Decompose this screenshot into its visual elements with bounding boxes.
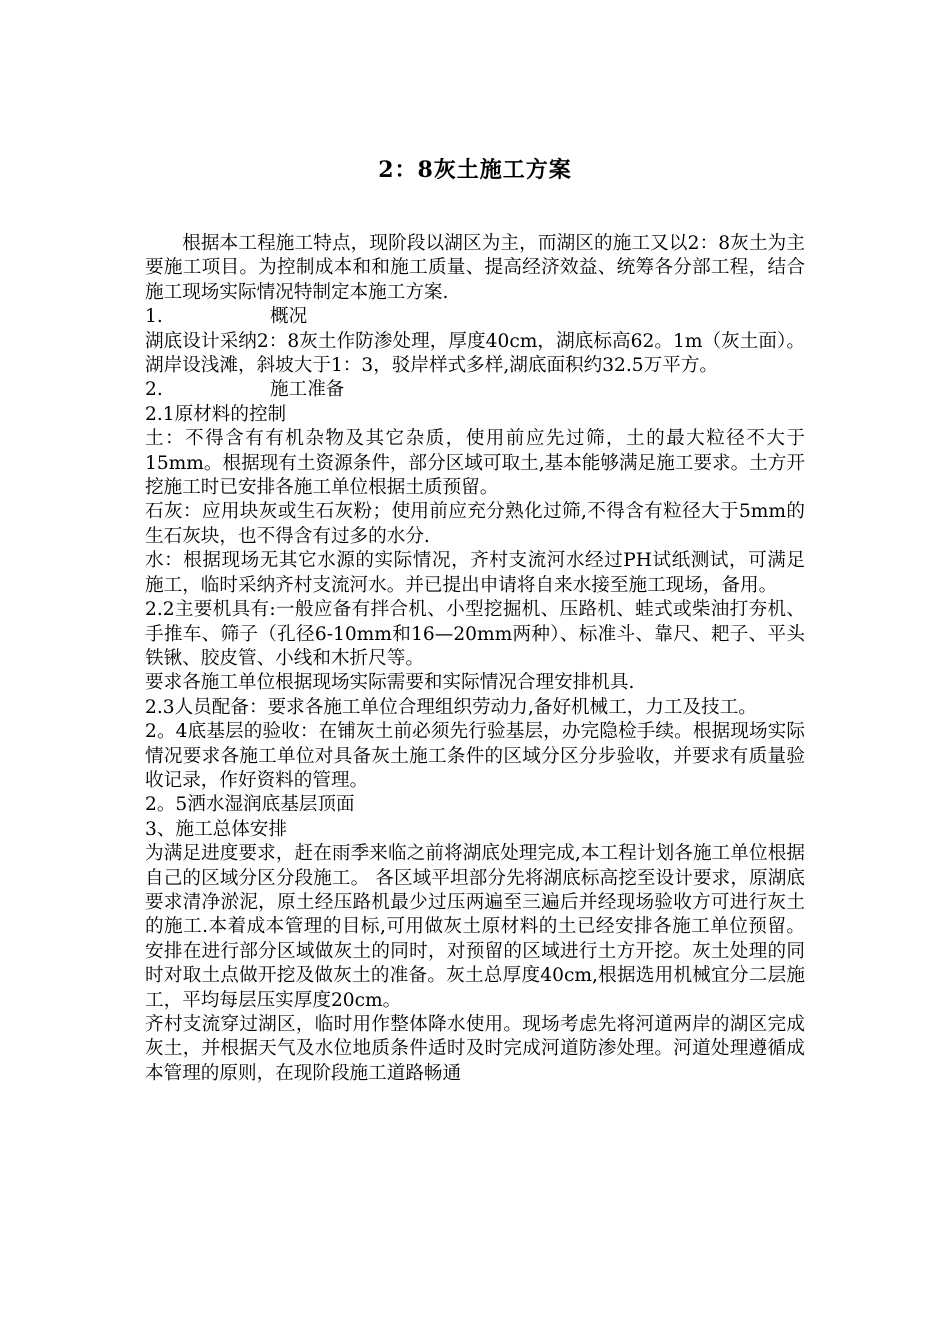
section-1-number: 1. [145,306,163,328]
section-2-number: 2. [145,379,163,401]
soil-paragraph: 土：不得含有有机杂物及其它杂质，使用前应先过筛，土的最大粒径不大于15mm。根据现有土资源条件，部分区域可取土,基本能够满足施工要求。土方开挖施工时已安排各施工单位根据土质预留。 [145,428,805,499]
section-2-4-paragraph: 2。4底基层的验收：在铺灰土前必须先行验基层，办完隐检手续。根据现场实际情况要求各施工单位对具备灰土施工条件的区域分区分步验收，并要求有质量验收记录，作好资料的管理。 [145,721,805,791]
section-2-5-paragraph: 2。5洒水湿润底基层顶面 [145,794,355,816]
section-2-heading [145,378,805,402]
section-2-2-requirement: 要求各施工单位根据现场实际需要和实际情况合理安排机具. [145,672,635,694]
section-2-3-paragraph: 2.3人员配备：要求各施工单位合理组织劳动力,备好机械工，力工及技工。 [145,696,757,718]
lime-paragraph: 石灰：应用块灰或生石灰粉；使用前应充分熟化过筛,不得含有粒径大于5mm的生石灰块，也不得含有过多的水分. [145,501,805,547]
section-2-2-paragraph: 2.2主要机具有:一般应备有拌合机、小型挖掘机、压路机、蛙式或柴油打夯机、手推车、筛子（孔径6-10mm和16—20mm两种）、标准斗、靠尺、耙子、平头铁锹、胶皮管、小线和木折尺等。 [145,599,805,669]
river-paragraph: 齐村支流穿过湖区，临时用作整体降水使用。现场考虑先将河道两岸的湖区完成灰土，并根据天气及水位地质条件适时及时完成河道防渗处理。河道处理遵循成本管理的原则，在现阶段施工道路畅通 [145,1014,805,1084]
section-2-1-title: 2.1原材料的控制 [145,403,287,425]
section-3-title: 3、施工总体安排 [145,818,287,840]
section-1-title: 概况 [270,306,308,328]
water-paragraph: 水：根据现场无其它水源的实际情况，齐村支流河水经过PH试纸测试，可满足施工，临时采纳齐村支流河水。并已提出申请将自来水接至施工现场，备用。 [145,550,805,596]
section-1-text: 湖底设计采纳2：8灰土作防渗处理，厚度40cm，湖底标高62。1m（灰土面）。湖岸设浅滩，斜坡大于1：3，驳岸样式多样,湖底面积约32.5万平方。 [145,330,805,377]
intro-paragraph: 根据本工程施工特点，现阶段以湖区为主，而湖区的施工又以2：8灰土为主要施工项目。为控制成本和和施工质量、提高经济效益、统筹各分部工程，结合施工现场实际情况特制定本施工方案. [145,233,805,303]
section-3-text: 为满足进度要求，赶在雨季来临之前将湖底处理完成,本工程计划各施工单位根据自己的区域分区分段施工。 各区域平坦部分先将湖底标高挖至设计要求，原湖底要求清净淤泥，原土经压路机最少过压两遍至三遍后并经现场验收方可进行灰土的施工.本着成本管理的目标,可用做灰土原材料的土已经安排各施工单位预留。安排在进行部分区域做灰土的同时，对预留的区域进行土方开挖。灰土处理的同时对取土点做开挖及做灰土的准备。灰土总厚度40cm,根据选用机械宜分二层施工，平均每层压实厚度20cm。 [145,843,805,1011]
section-1-heading [145,305,805,329]
document-body [145,232,805,1086]
document-title: 2：8灰土施工方案 [378,157,572,183]
section-2-title: 施工准备 [270,379,345,401]
